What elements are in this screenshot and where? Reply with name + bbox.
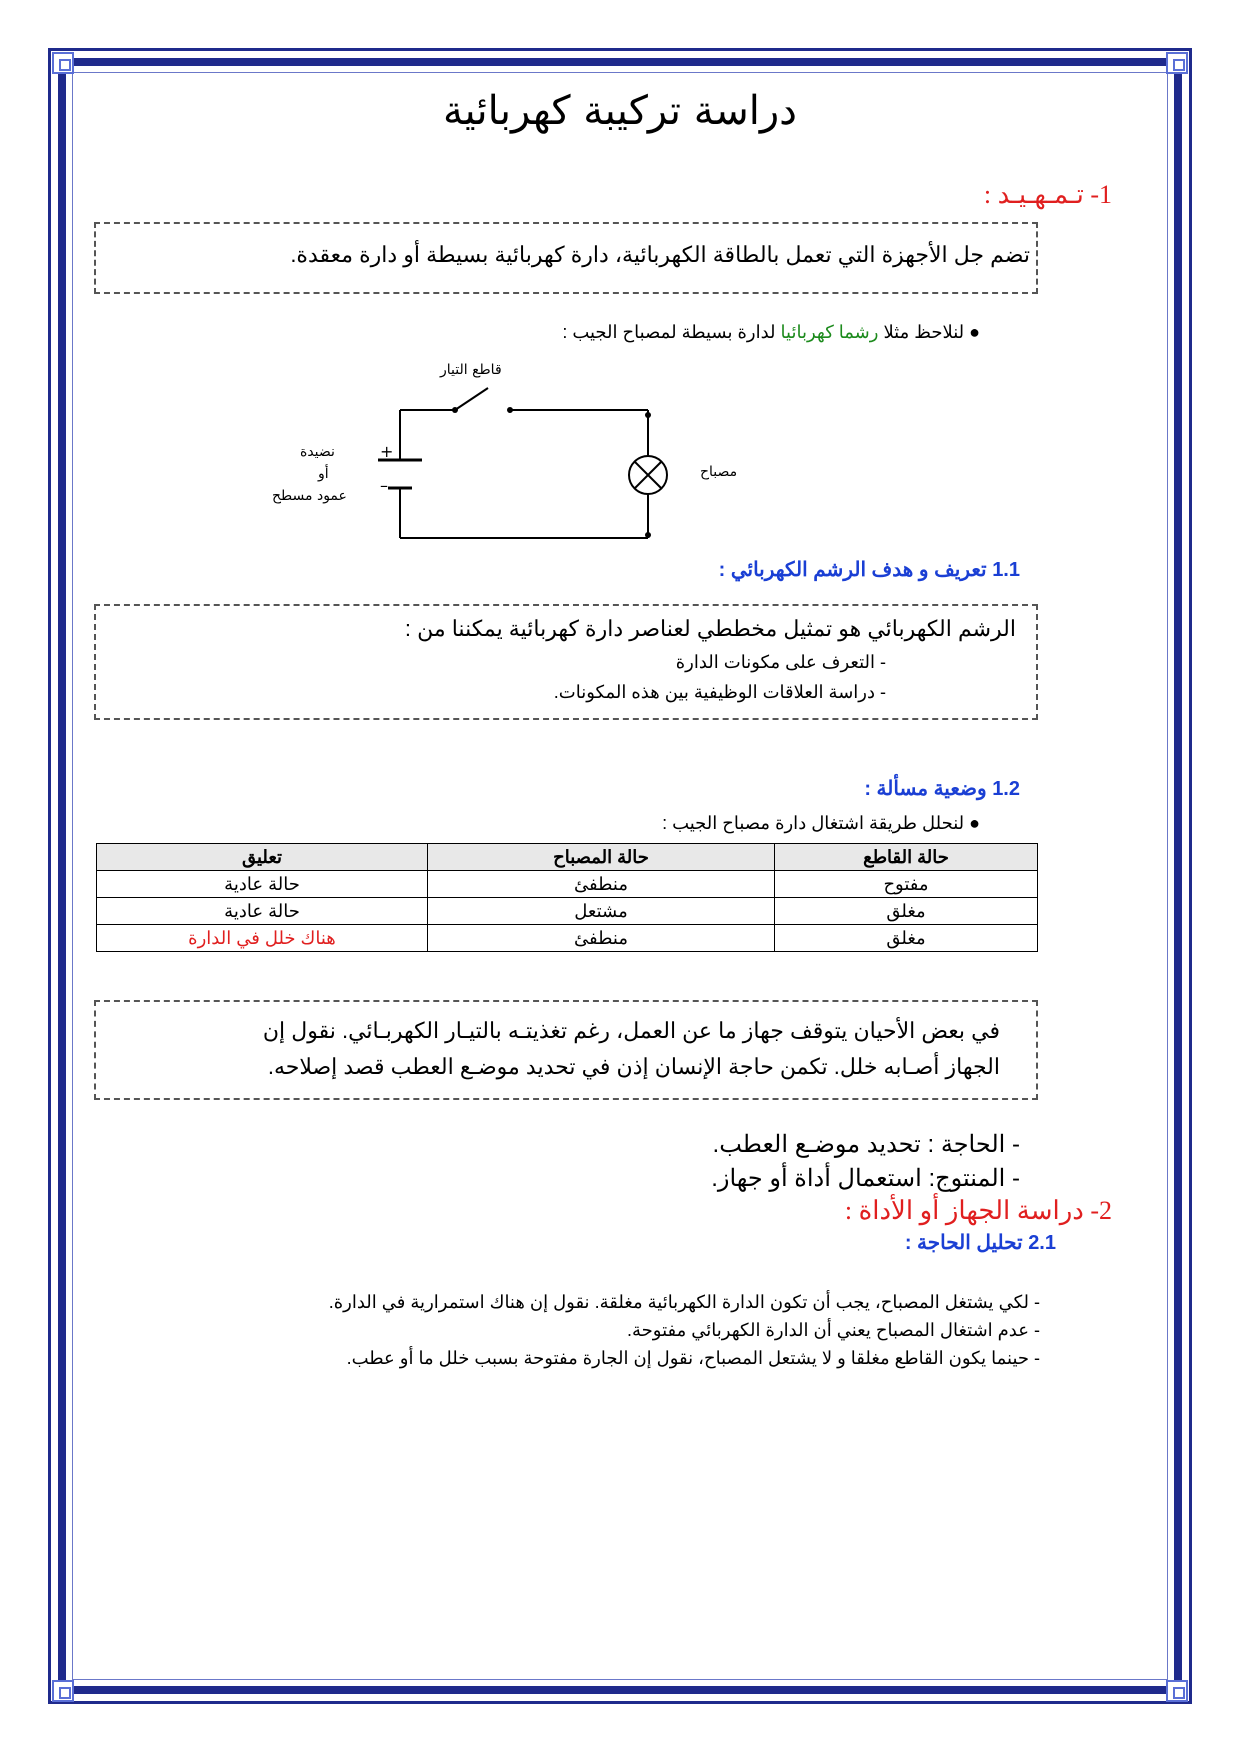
table-row: [97, 898, 1038, 925]
corner-ornament-top-left: [52, 52, 74, 74]
bullet-circuit-intro: [380, 322, 980, 343]
problem-text-line-2: الجهاز أصـابه خلل. تكمن حاجة الإنسان إذن في تحديد موضـع العطب قصد إصلاحه.: [267, 1054, 1000, 1079]
bullet-text-before: لنلاحظ مثلا: [878, 322, 965, 342]
corner-ornament-top-right: [1166, 52, 1188, 74]
bullet-dot: ●: [964, 813, 980, 833]
bullet-analysis: [480, 813, 980, 834]
header-lamp-state: حالة المصباح: [428, 844, 775, 871]
intro-text: تضم جل الأجهزة التي تعمل بالطاقة الكهربائية، دارة كهربائية بسيطة أو دارة معقدة.: [290, 242, 1030, 267]
switch-contact-right: [507, 407, 513, 413]
switch-label: قاطع التيار: [440, 362, 502, 378]
definition-text: الرشم الكهربائي هو تمثيل مخططي لعناصر دارة كهربائية يمكننا من :: [404, 616, 1016, 641]
need-line: - الحاجة : تحديد موضـع العطب.: [712, 1131, 1020, 1158]
table-cell: مفتوح: [775, 871, 1038, 898]
section-2-1-heading: 2.1 تحليل الحاجة :: [904, 1232, 1056, 1254]
table-cell: مغلق: [775, 898, 1038, 925]
lamp-terminal-bottom: [645, 532, 651, 538]
section-1-heading: 1- تـمـهـيـد :: [983, 180, 1112, 209]
corner-ornament-bottom-left: [52, 1680, 74, 1702]
bullet-dot: ●: [964, 322, 980, 342]
analysis-line-1: - لكي يشتغل المصباح، يجب أن تكون الدارة الكهربائية مغلقة. نقول إن هناك استمرارية في الدارة.: [328, 1292, 1040, 1312]
definition-box: [94, 604, 1038, 720]
problem-text-line-1: في بعض الأحيان يتوقف جهاز ما عن العمل، رغم تغذيتـه بالتيـار الكهربـائي. نقول إن: [262, 1018, 1000, 1043]
lamp-terminal-top: [645, 412, 651, 418]
product-line: - المنتوج: استعمال أداة أو جهاز.: [711, 1165, 1020, 1192]
table-cell: مغلق: [775, 925, 1038, 952]
section-1-2-heading: 1.2 وضعية مسألة :: [864, 778, 1020, 800]
battery-label-1: نضيدة: [300, 444, 335, 460]
table-cell: مشتعل: [428, 898, 775, 925]
definition-item-1: - التعرف على مكونات الدارة: [675, 652, 886, 672]
battery-minus-sign: –: [380, 476, 388, 495]
bullet-text-after: لدارة بسيطة لمصباح الجيب :: [562, 322, 781, 342]
table-cell: منطفئ: [428, 925, 775, 952]
bullet-analysis-text: لنحلل طريقة اشتغال دارة مصباح الجيب :: [662, 813, 965, 833]
switch-lever-icon: [455, 388, 488, 410]
section-2-heading: 2- دراسة الجهاز أو الأداة :: [844, 1196, 1112, 1225]
problem-box: [94, 1000, 1038, 1100]
lamp-label: مصباح: [700, 464, 738, 480]
battery-plus-sign: +: [380, 442, 394, 461]
table-row: [97, 925, 1038, 952]
bullet-highlight: رشما كهربائيا: [780, 322, 879, 342]
battery-label-2: أو: [318, 466, 329, 482]
analysis-line-2: - عدم اشتغال المصباح يعني أن الدارة الكهربائي مفتوحة.: [627, 1320, 1040, 1340]
header-switch-state: حالة القاطع: [775, 844, 1038, 871]
section-1-1-heading: 1.1 تعريف و هدف الرشم الكهربائي :: [718, 559, 1020, 581]
intro-box: [94, 222, 1038, 294]
corner-ornament-bottom-right: [1166, 1680, 1188, 1702]
table-cell-fault: هناك خلل في الدارة: [97, 925, 428, 952]
table-cell: حالة عادية: [97, 898, 428, 925]
page-title: دراسة تركيبة كهربائية: [443, 88, 797, 134]
table-cell: حالة عادية: [97, 871, 428, 898]
table-header-row: [97, 844, 1038, 871]
table-row: [97, 871, 1038, 898]
battery-label-3: عمود مسطح: [272, 488, 347, 504]
header-comment: تعليق: [97, 844, 428, 871]
analysis-line-3: - حينما يكون القاطع مغلقا و لا يشتعل المصباح، نقول إن الجارة مفتوحة بسبب خلل ما أو عطب.: [346, 1348, 1040, 1368]
definition-item-2: - دراسة العلاقات الوظيفية بين هذه المكونات.: [553, 682, 886, 702]
table-cell: منطفئ: [428, 871, 775, 898]
circuit-diagram: [260, 360, 760, 550]
state-table: [96, 843, 1038, 952]
